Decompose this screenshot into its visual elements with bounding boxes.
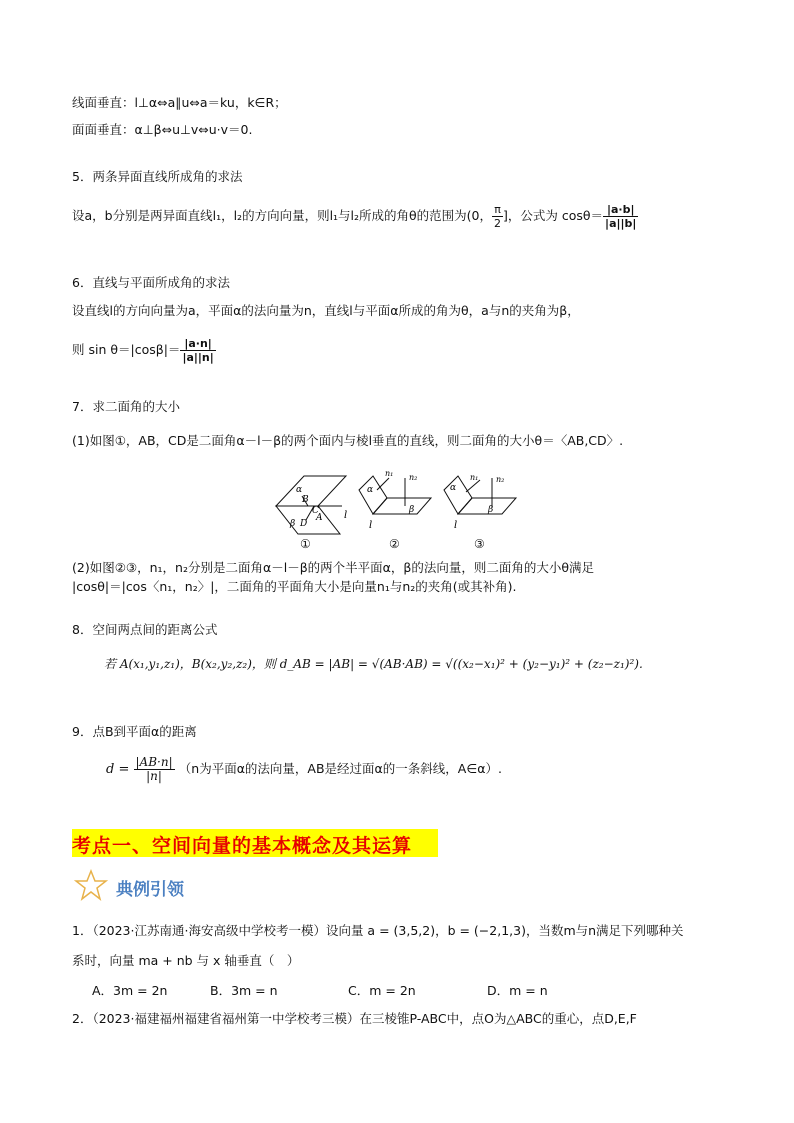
- fig1-c: C: [312, 506, 319, 516]
- line-plane-perpendicular: 线面垂直：l⊥α⇔a∥u⇔a＝ku，k∈R；: [72, 95, 287, 110]
- section-7-para-1: (1)如图①，AB，CD是二面角α－l－β的两个面内与棱l垂直的直线，则二面角的大小θ＝〈AB,CD〉.: [72, 433, 624, 448]
- cos-denominator: |a||b|: [605, 217, 637, 230]
- option-a[interactable]: A．3m = 2n: [92, 983, 168, 998]
- fig2-n2: n₂: [409, 473, 418, 482]
- distance-fraction: [134, 756, 175, 783]
- fig1-alpha: α: [296, 485, 303, 495]
- section-7-para-2: (2)如图②③，n₁，n₂分别是二面角α－l－β的两个半平面α，β的法向量，则二面角的大小θ满足: [72, 560, 595, 575]
- fig1-beta: β: [290, 519, 296, 529]
- section-6-body: 设直线l的方向向量为a，平面α的法向量为n，直线l与平面α所成的角为θ，a与n的夹角为β，: [72, 303, 580, 318]
- fig2-beta: β: [409, 505, 415, 515]
- kaodian-title: 考点一、空间向量的基本概念及其运算: [72, 835, 413, 857]
- figure-3-label: ③: [474, 537, 485, 551]
- fig1-l: l: [344, 510, 348, 521]
- question-1-line-2: 系时，向量 ma + nb 与 x 轴垂直（ ）: [72, 953, 300, 968]
- fig2-n1: n₁: [385, 469, 394, 478]
- question-2-line-1: 2．（2023·福建福州福建省福州第一中学校考三模）在三棱锥P-ABC中，点O为△ABC的重心，点D,E,F: [72, 1011, 637, 1026]
- section-5-text-b: ]，公式为 cosθ＝: [503, 208, 604, 223]
- section-6-formula: [72, 337, 216, 364]
- normal-n1: [377, 478, 389, 490]
- plane-alpha: [444, 476, 472, 514]
- plane-beta: [458, 498, 516, 514]
- fig1-d: D: [300, 519, 308, 529]
- pi-over-two: [492, 203, 503, 230]
- sin-numerator: |a·n|: [180, 337, 215, 351]
- fig3-n1: n₁: [470, 473, 479, 482]
- option-b[interactable]: B．3m = n: [210, 983, 278, 998]
- section-5-body: [72, 203, 638, 230]
- section-6-title: 6．直线与平面所成角的求法: [72, 275, 230, 290]
- distance-numerator: |AB·n|: [135, 755, 173, 769]
- section-7-para-3: |cosθ|＝|cos〈n₁，n₂〉|，二面角的平面角大小是向量n₁与n₂的夹角(或其补角).: [72, 579, 517, 594]
- plane-beta: [276, 506, 340, 534]
- cos-fraction: [603, 203, 638, 230]
- fig3-alpha: α: [450, 483, 457, 493]
- figure-2-dihedral: [355, 468, 435, 538]
- edge-l: [458, 498, 472, 514]
- sin-formula-prefix: 则 sin θ＝|cosβ|＝: [72, 342, 181, 357]
- fig2-l: l: [369, 520, 373, 531]
- figure-1-dihedral: [268, 468, 354, 538]
- fig1-b: B: [302, 495, 309, 505]
- cos-numerator: |a·b|: [603, 203, 638, 217]
- fig2-alpha: α: [367, 485, 374, 495]
- pi: π: [492, 203, 503, 217]
- example-heading: 典例引领: [116, 880, 184, 900]
- fig3-beta: β: [488, 505, 494, 515]
- plane-alpha: [359, 476, 387, 514]
- section-8-title: 8．空间两点间的距离公式: [72, 622, 218, 637]
- fig1-a: A: [316, 513, 323, 523]
- point-plane-distance: [106, 756, 502, 783]
- section-7-title: 7．求二面角的大小: [72, 399, 180, 414]
- figure-2-label: ②: [389, 537, 400, 551]
- plane-alpha: [276, 476, 346, 506]
- sin-denominator: |a||n|: [182, 351, 214, 364]
- section-9-title: 9．点B到平面α的距离: [72, 724, 197, 739]
- star-icon: [74, 869, 108, 901]
- question-1-line-1: 1．（2023·江苏南通·海安高级中学校考一模）设向量 a = (3,5,2)，b = (−2,1,3)，当数m与n满足下列哪种关: [72, 923, 684, 938]
- section-5-title: 5．两条异面直线所成角的求法: [72, 169, 243, 184]
- two: 2: [494, 217, 502, 230]
- distance-denominator: |n|: [146, 769, 162, 783]
- edge-l: [373, 498, 387, 514]
- sin-fraction: [180, 337, 215, 364]
- option-c[interactable]: C．m = 2n: [348, 983, 416, 998]
- plane-beta: [373, 498, 431, 514]
- fig3-n2: n₂: [496, 475, 505, 484]
- figure-1-label: ①: [300, 537, 311, 551]
- distance-note: （n为平面α的法向量，AB是经过面α的一条斜线，A∈α）.: [178, 761, 502, 776]
- d-equals: d =: [106, 762, 130, 777]
- option-d[interactable]: D．m = n: [487, 983, 548, 998]
- distance-formula: 若 A(x₁,y₁,z₁)，B(x₂,y₂,z₂)，则 d_AB = |AB| = √(AB·AB) = √((x₂−x₁)² + (y₂−y₁)² + (z₂−z₁)²).: [104, 657, 643, 671]
- fig3-l: l: [454, 520, 458, 531]
- section-5-text-a: 设a，b分别是两异面直线l₁，l₂的方向向量，则l₁与l₂所成的角θ的范围为(0，: [72, 208, 493, 223]
- plane-plane-perpendicular: 面面垂直：α⊥β⇔u⊥v⇔u·v＝0.: [72, 122, 253, 137]
- figure-3-dihedral: [440, 468, 520, 538]
